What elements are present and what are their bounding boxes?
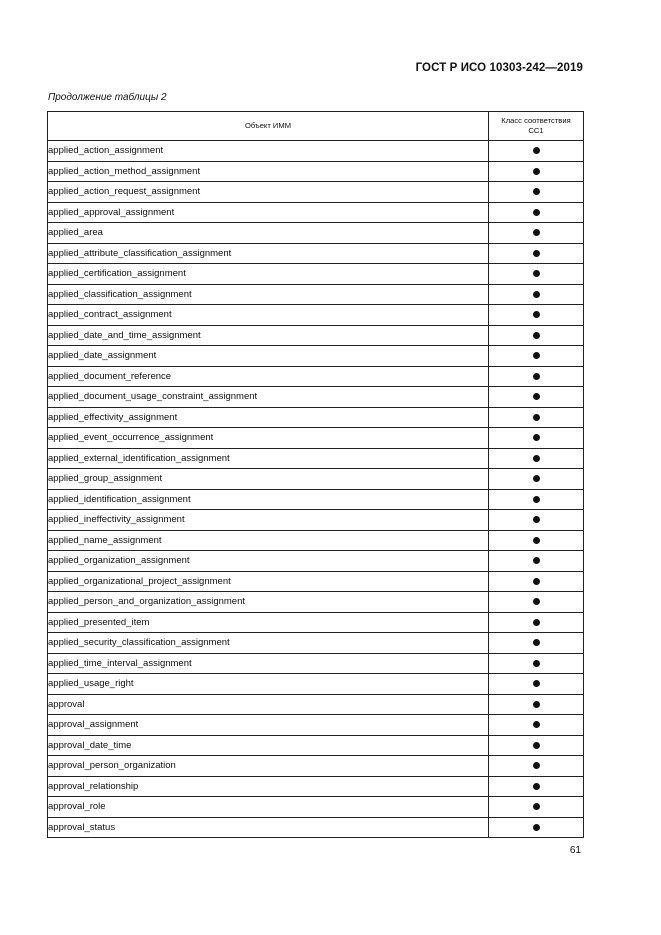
filled-circle-icon (533, 598, 540, 605)
object-name-cell: applied_usage_right (48, 674, 489, 695)
table-row (48, 797, 584, 818)
filled-circle-icon (533, 373, 540, 380)
filled-circle-icon (533, 578, 540, 585)
table-row (48, 141, 584, 162)
conformance-cell (489, 776, 584, 797)
object-name-cell: applied_document_reference (48, 366, 489, 387)
table-row (48, 223, 584, 244)
filled-circle-icon (533, 291, 540, 298)
object-name-cell: applied_contract_assignment (48, 305, 489, 326)
object-name-cell: approval_assignment (48, 715, 489, 736)
filled-circle-icon (533, 147, 540, 154)
table-row (48, 346, 584, 367)
object-name-cell: applied_time_interval_assignment (48, 653, 489, 674)
object-name-cell: applied_person_and_organization_assignment (48, 592, 489, 613)
column-header-class: Класс соответствия CC1 (489, 112, 584, 141)
column-header-object: Объект ИММ (48, 112, 489, 141)
filled-circle-icon (533, 188, 540, 195)
conformance-cell (489, 448, 584, 469)
object-name-cell: applied_organization_assignment (48, 551, 489, 572)
conformance-cell (489, 346, 584, 367)
object-name-cell: approval_date_time (48, 735, 489, 756)
conformance-cell (489, 653, 584, 674)
table-row (48, 387, 584, 408)
conformance-cell (489, 551, 584, 572)
object-name-cell: applied_name_assignment (48, 530, 489, 551)
filled-circle-icon (533, 516, 540, 523)
filled-circle-icon (533, 332, 540, 339)
filled-circle-icon (533, 701, 540, 708)
filled-circle-icon (533, 496, 540, 503)
object-name-cell: applied_presented_item (48, 612, 489, 633)
filled-circle-icon (533, 393, 540, 400)
object-name-cell: approval_relationship (48, 776, 489, 797)
table-row (48, 571, 584, 592)
filled-circle-icon (533, 762, 540, 769)
conformance-cell (489, 264, 584, 285)
table-row (48, 592, 584, 613)
table-row (48, 161, 584, 182)
object-name-cell: applied_identification_assignment (48, 489, 489, 510)
filled-circle-icon (533, 229, 540, 236)
conformance-cell (489, 284, 584, 305)
table-row (48, 305, 584, 326)
conformance-cell (489, 325, 584, 346)
filled-circle-icon (533, 434, 540, 441)
conformance-cell (489, 489, 584, 510)
conformance-cell (489, 428, 584, 449)
filled-circle-icon (533, 311, 540, 318)
filled-circle-icon (533, 660, 540, 667)
filled-circle-icon (533, 824, 540, 831)
object-name-cell: approval (48, 694, 489, 715)
object-name-cell: applied_attribute_classification_assignment (48, 243, 489, 264)
object-name-cell: applied_group_assignment (48, 469, 489, 490)
filled-circle-icon (533, 270, 540, 277)
object-name-cell: applied_ineffectivity_assignment (48, 510, 489, 531)
table-row (48, 448, 584, 469)
conformance-cell (489, 161, 584, 182)
filled-circle-icon (533, 352, 540, 359)
conformance-table (47, 111, 584, 838)
filled-circle-icon (533, 619, 540, 626)
table-row (48, 776, 584, 797)
object-name-cell: applied_external_identification_assignment (48, 448, 489, 469)
conformance-cell (489, 530, 584, 551)
conformance-cell (489, 633, 584, 654)
object-name-cell: applied_certification_assignment (48, 264, 489, 285)
object-name-cell: approval_status (48, 817, 489, 838)
conformance-cell (489, 202, 584, 223)
table-row (48, 551, 584, 572)
table-row (48, 407, 584, 428)
filled-circle-icon (533, 803, 540, 810)
conformance-cell (489, 756, 584, 777)
object-name-cell: applied_event_occurrence_assignment (48, 428, 489, 449)
conformance-cell (489, 223, 584, 244)
object-name-cell: applied_action_request_assignment (48, 182, 489, 203)
object-name-cell: applied_approval_assignment (48, 202, 489, 223)
conformance-cell (489, 715, 584, 736)
conformance-cell (489, 694, 584, 715)
object-name-cell: applied_date_assignment (48, 346, 489, 367)
table-caption: Продолжение таблицы 2 (48, 92, 167, 103)
conformance-cell (489, 387, 584, 408)
filled-circle-icon (533, 250, 540, 257)
conformance-cell (489, 243, 584, 264)
page-number: 61 (569, 845, 581, 856)
table-row (48, 284, 584, 305)
document-code: ГОСТ Р ИСО 10303-242—2019 (415, 62, 583, 74)
table-header-row (48, 112, 584, 141)
table-row (48, 182, 584, 203)
filled-circle-icon (533, 783, 540, 790)
conformance-cell (489, 510, 584, 531)
conformance-cell (489, 571, 584, 592)
conformance-cell (489, 592, 584, 613)
table-row (48, 756, 584, 777)
filled-circle-icon (533, 639, 540, 646)
table-row (48, 243, 584, 264)
object-name-cell: applied_document_usage_constraint_assignment (48, 387, 489, 408)
object-name-cell: applied_organizational_project_assignment (48, 571, 489, 592)
conformance-cell (489, 182, 584, 203)
conformance-cell (489, 612, 584, 633)
object-name-cell: applied_classification_assignment (48, 284, 489, 305)
filled-circle-icon (533, 168, 540, 175)
table-row (48, 264, 584, 285)
filled-circle-icon (533, 455, 540, 462)
conformance-cell (489, 735, 584, 756)
table-row (48, 469, 584, 490)
table-row (48, 653, 584, 674)
table-row (48, 366, 584, 387)
filled-circle-icon (533, 209, 540, 216)
object-name-cell: applied_security_classification_assignment (48, 633, 489, 654)
object-name-cell: approval_person_organization (48, 756, 489, 777)
table-row (48, 489, 584, 510)
conformance-cell (489, 797, 584, 818)
conformance-cell (489, 366, 584, 387)
filled-circle-icon (533, 721, 540, 728)
table-row (48, 202, 584, 223)
table-row (48, 694, 584, 715)
filled-circle-icon (533, 557, 540, 564)
conformance-cell (489, 817, 584, 838)
conformance-cell (489, 305, 584, 326)
conformance-cell (489, 469, 584, 490)
object-name-cell: applied_action_method_assignment (48, 161, 489, 182)
object-name-cell: applied_date_and_time_assignment (48, 325, 489, 346)
table-row (48, 510, 584, 531)
table-row (48, 715, 584, 736)
object-name-cell: approval_role (48, 797, 489, 818)
table-row (48, 530, 584, 551)
table-row (48, 428, 584, 449)
filled-circle-icon (533, 742, 540, 749)
table-row (48, 325, 584, 346)
filled-circle-icon (533, 475, 540, 482)
table-row (48, 612, 584, 633)
table-row (48, 817, 584, 838)
conformance-cell (489, 141, 584, 162)
object-name-cell: applied_area (48, 223, 489, 244)
filled-circle-icon (533, 414, 540, 421)
filled-circle-icon (533, 680, 540, 687)
object-name-cell: applied_effectivity_assignment (48, 407, 489, 428)
conformance-cell (489, 674, 584, 695)
table-row (48, 633, 584, 654)
conformance-cell (489, 407, 584, 428)
table-row (48, 674, 584, 695)
table-row (48, 735, 584, 756)
object-name-cell: applied_action_assignment (48, 141, 489, 162)
filled-circle-icon (533, 537, 540, 544)
